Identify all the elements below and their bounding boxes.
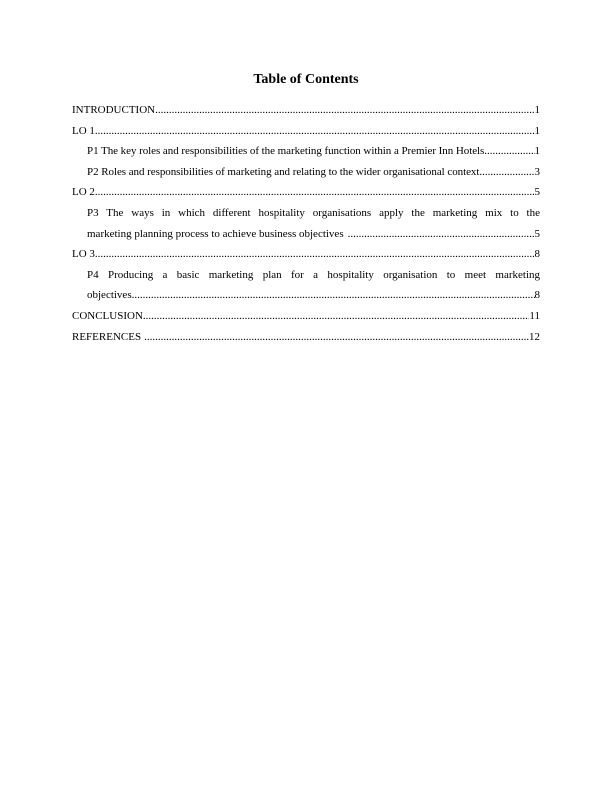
toc-entry-label: REFERENCES	[72, 330, 142, 343]
toc-entry-page: 5	[534, 186, 540, 199]
dot-leader	[95, 182, 535, 203]
toc-entry-references[interactable]	[72, 327, 540, 348]
dot-leader	[143, 306, 530, 327]
toc-entry-p1[interactable]	[72, 141, 540, 162]
toc-entry-page: 3	[534, 165, 540, 178]
toc-entry-label-line2: objectives	[87, 289, 132, 302]
toc-entry-label: LO 3	[72, 248, 95, 261]
dot-leader	[348, 224, 535, 245]
toc-entry-introduction[interactable]	[72, 100, 540, 121]
toc-entry-page: 8	[534, 248, 540, 261]
toc-entry-lo2[interactable]	[72, 182, 540, 203]
toc-entry-page: 11	[529, 309, 540, 322]
dot-leader	[144, 327, 529, 348]
toc-entry-label-line1: P3 The ways in which different hospitality organisations apply the marketing mix to the	[87, 206, 540, 219]
toc-entry-p4[interactable]	[72, 265, 540, 306]
toc-entry-label: LO 1	[72, 124, 95, 137]
toc-entry-label: P2 Roles and responsibilities of marketing and relating to the wider organisational context	[87, 165, 480, 178]
dot-leader	[155, 100, 534, 121]
dot-leader	[95, 244, 535, 265]
toc-entry-conclusion[interactable]	[72, 306, 540, 327]
toc-entry-label-line1: P4 Producing a basic marketing plan for a hospitality organisation to meet marketing	[87, 268, 540, 281]
toc-entry-page: 1	[534, 124, 540, 137]
toc-entry-page: 1	[534, 145, 540, 158]
dot-leader	[132, 285, 535, 306]
dot-leader	[484, 141, 534, 162]
toc-entry-page: 12	[529, 330, 540, 343]
toc-entry-label: INTRODUCTION	[72, 104, 156, 116]
toc-entry-page: 8	[534, 289, 540, 302]
toc-entry-page: 5	[534, 227, 540, 240]
toc-entry-p2[interactable]	[72, 162, 540, 183]
dot-leader	[479, 162, 534, 183]
dot-leader	[95, 121, 535, 142]
toc-entry-label-line2: marketing planning process to achieve business objectives	[87, 227, 344, 240]
toc-entry-p3[interactable]	[72, 203, 540, 244]
toc-title: Table of Contents	[253, 72, 359, 87]
table-of-contents	[72, 100, 540, 347]
toc-entry-page: 1	[534, 104, 540, 116]
toc-entry-label: P1 The key roles and responsibilities of the marketing function within a Premier Inn Hotels	[87, 145, 485, 158]
toc-entry-lo1[interactable]	[72, 121, 540, 142]
toc-entry-label: CONCLUSION	[72, 309, 143, 322]
toc-entry-lo3[interactable]	[72, 244, 540, 265]
toc-entry-label: LO 2	[72, 186, 95, 199]
